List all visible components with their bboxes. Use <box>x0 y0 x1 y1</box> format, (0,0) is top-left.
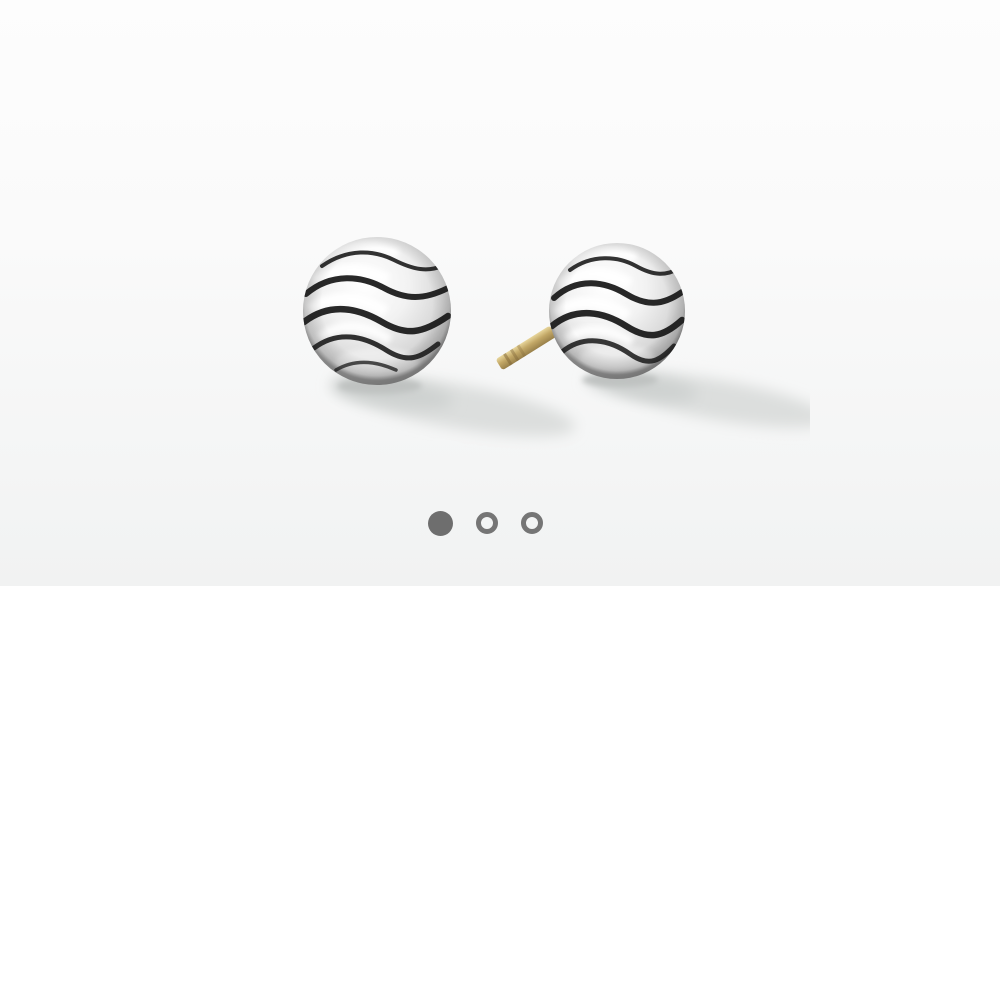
carousel-pagination <box>428 508 543 538</box>
carousel-dot[interactable] <box>428 511 453 536</box>
product-details <box>0 586 1000 1000</box>
carousel-dot[interactable] <box>521 512 543 534</box>
left-earring <box>303 237 451 385</box>
right-earring <box>549 243 685 379</box>
gold-earring-post <box>496 325 557 370</box>
product-image[interactable] <box>270 210 810 450</box>
carousel-dot[interactable] <box>476 512 498 534</box>
